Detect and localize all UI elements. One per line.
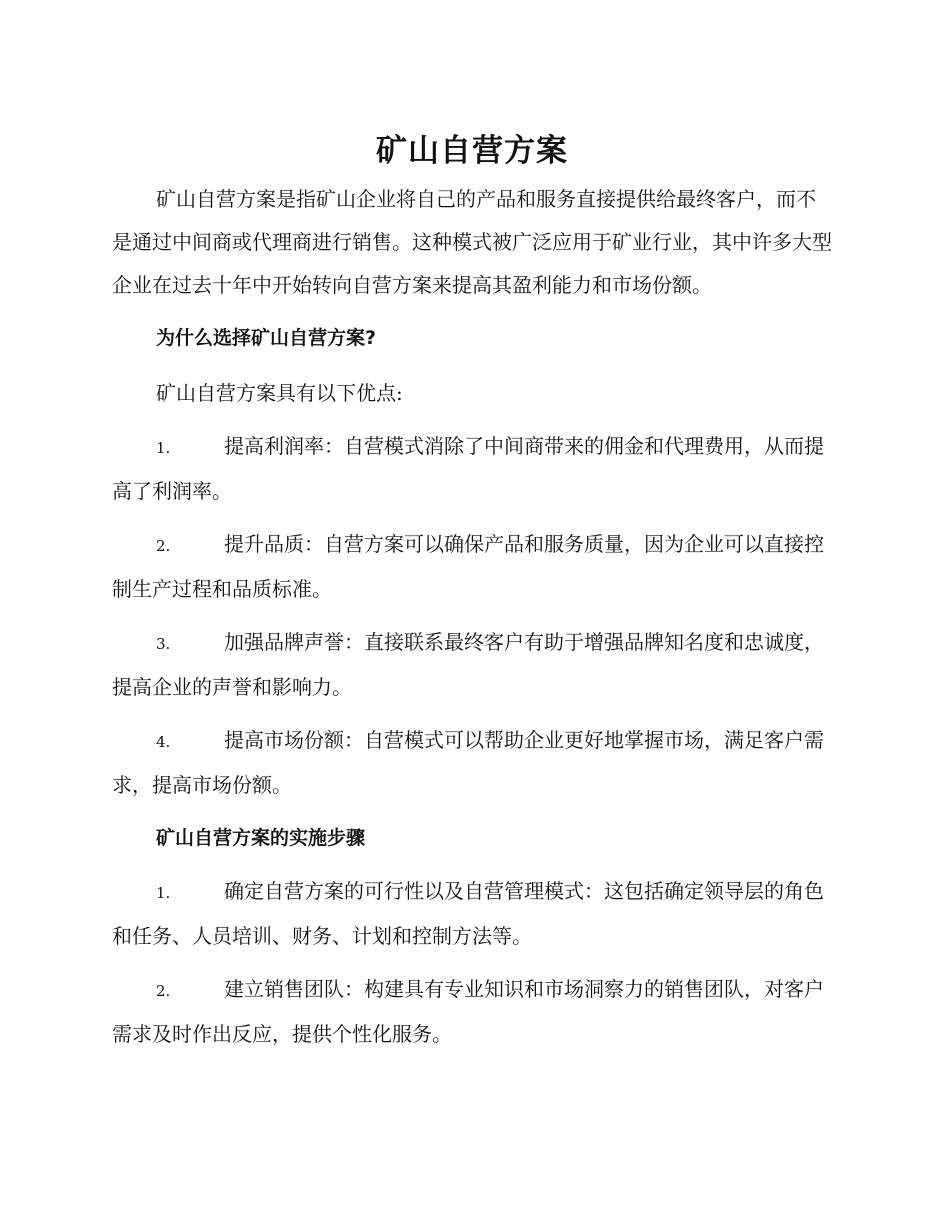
advantage-item-2 bbox=[112, 523, 832, 611]
intro-paragraph: 矿山自营方案是指矿山企业将自己的产品和服务直接提供给最终客户，而不是通过中间商或代理商进行销售。这种模式被广泛应用于矿业行业，其中许多大型企业在过去十年中开始转向自营方案来提高其盈利能力和市场份额。 bbox=[112, 187, 832, 297]
list-number: 3. bbox=[156, 635, 171, 653]
advantage-item-1 bbox=[112, 425, 832, 513]
advantage-item-3 bbox=[112, 621, 832, 709]
list-item-text: 提高市场份额：自营模式可以帮助企业更好地掌握市场，满足客户需求，提高市场份额。 bbox=[112, 728, 824, 797]
section-heading-why: 为什么选择矿山自营方案? bbox=[156, 327, 377, 349]
section-heading-steps: 矿山自营方案的实施步骤 bbox=[156, 827, 366, 849]
list-item-text: 建立销售团队：构建具有专业知识和市场洞察力的销售团队，对客户需求及时作出反应，提供个性化服务。 bbox=[112, 977, 824, 1046]
list-item-text: 提升品质：自营方案可以确保产品和服务质量，因为企业可以直接控制生产过程和品质标准。 bbox=[112, 532, 824, 601]
advantage-item-4 bbox=[112, 719, 832, 807]
list-number: 2. bbox=[156, 537, 171, 555]
list-item-text: 确定自营方案的可行性以及自营管理模式：这包括确定领导层的角色和任务、人员培训、财务、计划和控制方法等。 bbox=[112, 879, 824, 948]
list-number: 1. bbox=[156, 439, 171, 457]
list-item-text: 加强品牌声誉：直接联系最终客户有助于增强品牌知名度和忠诚度，提高企业的声誉和影响力。 bbox=[112, 630, 824, 699]
list-number: 4. bbox=[156, 733, 171, 751]
document-body bbox=[112, 128, 832, 1056]
page-title: 矿山自营方案 bbox=[376, 133, 568, 169]
step-item-2 bbox=[112, 968, 832, 1056]
list-number: 2. bbox=[156, 982, 171, 1000]
advantages-lead: 矿山自营方案具有以下优点: bbox=[156, 381, 403, 405]
step-item-1 bbox=[112, 870, 832, 958]
list-item-text: 提高利润率：自营模式消除了中间商带来的佣金和代理费用，从而提高了利润率。 bbox=[112, 434, 824, 503]
list-number: 1. bbox=[156, 884, 171, 902]
